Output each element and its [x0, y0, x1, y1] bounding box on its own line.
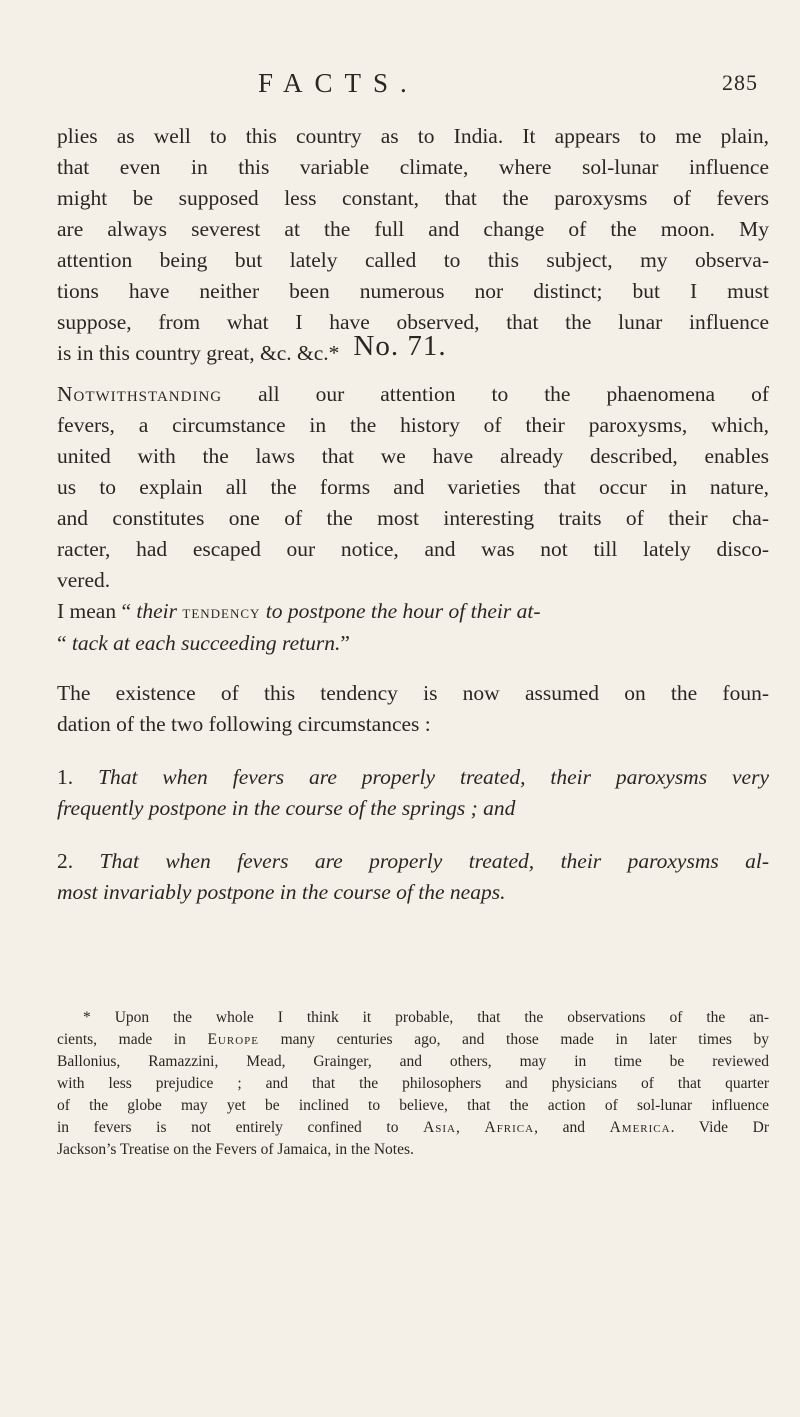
text-line: racter, had escaped our notice, and was not till lately disco- — [57, 537, 769, 561]
text-fragment: “ — [57, 631, 72, 655]
text-fragment: cients, made in — [57, 1031, 208, 1048]
paragraph-notwithstanding — [57, 379, 769, 596]
running-title: FACTS. — [258, 68, 419, 98]
text-line — [57, 379, 769, 410]
text-line: plies as well to this country as to India. It appears to me plain, — [57, 124, 769, 148]
text-line: Ballonius, Ramazzini, Mead, Grainger, and others, may in time be reviewed — [57, 1053, 769, 1070]
text-line — [57, 596, 769, 628]
list-item-1 — [57, 762, 769, 824]
text-fragment: Upon the whole I think it probable, that the observations of the an- — [114, 1009, 770, 1026]
text-fragment: That when fevers are properly treated, their paroxysms very — [98, 765, 770, 789]
footnote — [57, 1007, 769, 1161]
text-line: that even in this variable climate, where sol-lunar influence — [57, 155, 769, 179]
text-line: The existence of this tendency is now assumed on the foun- — [57, 681, 769, 705]
section-heading: No. 71. — [353, 330, 447, 362]
text-line: tions have neither been numerous nor distinct; but I must — [57, 279, 769, 303]
text-line: and constitutes one of the most interesting traits of their cha- — [57, 506, 769, 530]
text-fragment: , and — [534, 1119, 610, 1136]
drop-word: Notwithstanding — [57, 382, 223, 406]
text-line: Jackson’s Treatise on the Fevers of Jamaica, in the Notes. — [57, 1141, 414, 1158]
text-fragment: , — [456, 1119, 485, 1136]
text-line — [57, 846, 769, 877]
text-fragment: frequently postpone in the course of the springs ; — [57, 796, 484, 820]
text-fragment: Asia — [423, 1119, 456, 1136]
text-line: with less prejudice ; and that the philosophers and physicians of that quarter — [57, 1075, 769, 1092]
text-fragment: tack at each succeeding return. — [71, 631, 341, 655]
text-line: united with the laws that we have already described, enables — [57, 444, 769, 468]
text-line: are always severest at the full and change of the moon. My — [57, 217, 769, 241]
text-line: suppose, from what I have observed, that the lunar influence — [57, 310, 769, 334]
text-fragment: all our attention to the phaenomena of — [222, 382, 769, 406]
text-fragment: America — [609, 1119, 671, 1136]
text-line: might be supposed less constant, that the paroxysms of fevers — [57, 186, 769, 210]
text-line — [57, 793, 769, 824]
text-fragment: I mean “ — [57, 599, 137, 623]
footnote-marker: * — [83, 1009, 115, 1026]
text-fragment: That when fevers are properly treated, their paroxysms al- — [99, 849, 769, 873]
paragraph-existence — [57, 678, 769, 740]
list-number: 2. — [57, 849, 74, 873]
text-line — [57, 628, 769, 659]
text-line: is in this country great, &c. &c.* — [57, 341, 340, 365]
text-fragment: . Vide Dr — [670, 1119, 769, 1136]
list-number: 1. — [57, 765, 74, 789]
text-fragment: in fevers is not entirely confined to — [57, 1119, 424, 1136]
list-item-2 — [57, 846, 769, 908]
text-fragment: most invariably postpone in the course of the neaps. — [57, 880, 506, 904]
text-line: attention being but lately called to this subject, my observa- — [57, 248, 769, 272]
page-number: 285 — [722, 70, 758, 95]
text-fragment: ” — [340, 631, 350, 655]
text-fragment: tendency — [182, 602, 261, 623]
text-line — [57, 762, 769, 793]
text-line — [57, 1007, 769, 1029]
text-fragment: their — [136, 599, 183, 623]
text-fragment: and — [483, 796, 516, 820]
text-line — [57, 1029, 769, 1051]
text-line: of the globe may yet be inclined to believe, that the action of sol-lunar influence — [57, 1097, 769, 1114]
text-fragment: Africa — [484, 1119, 535, 1136]
paragraph-i-mean — [57, 596, 769, 659]
page-header — [0, 68, 800, 108]
text-fragment: Europe — [207, 1031, 259, 1048]
text-fragment: many centuries ago, and those made in later times by — [259, 1031, 769, 1048]
text-line: us to explain all the forms and varieties that occur in nature, — [57, 475, 769, 499]
text-line: vered. — [57, 568, 111, 592]
text-line: dation of the two following circumstances : — [57, 712, 431, 736]
text-fragment: to postpone the hour of their at- — [260, 599, 541, 623]
text-line: fevers, a circumstance in the history of their paroxysms, which, — [57, 413, 769, 437]
text-line — [57, 877, 769, 908]
text-line — [57, 1117, 769, 1139]
